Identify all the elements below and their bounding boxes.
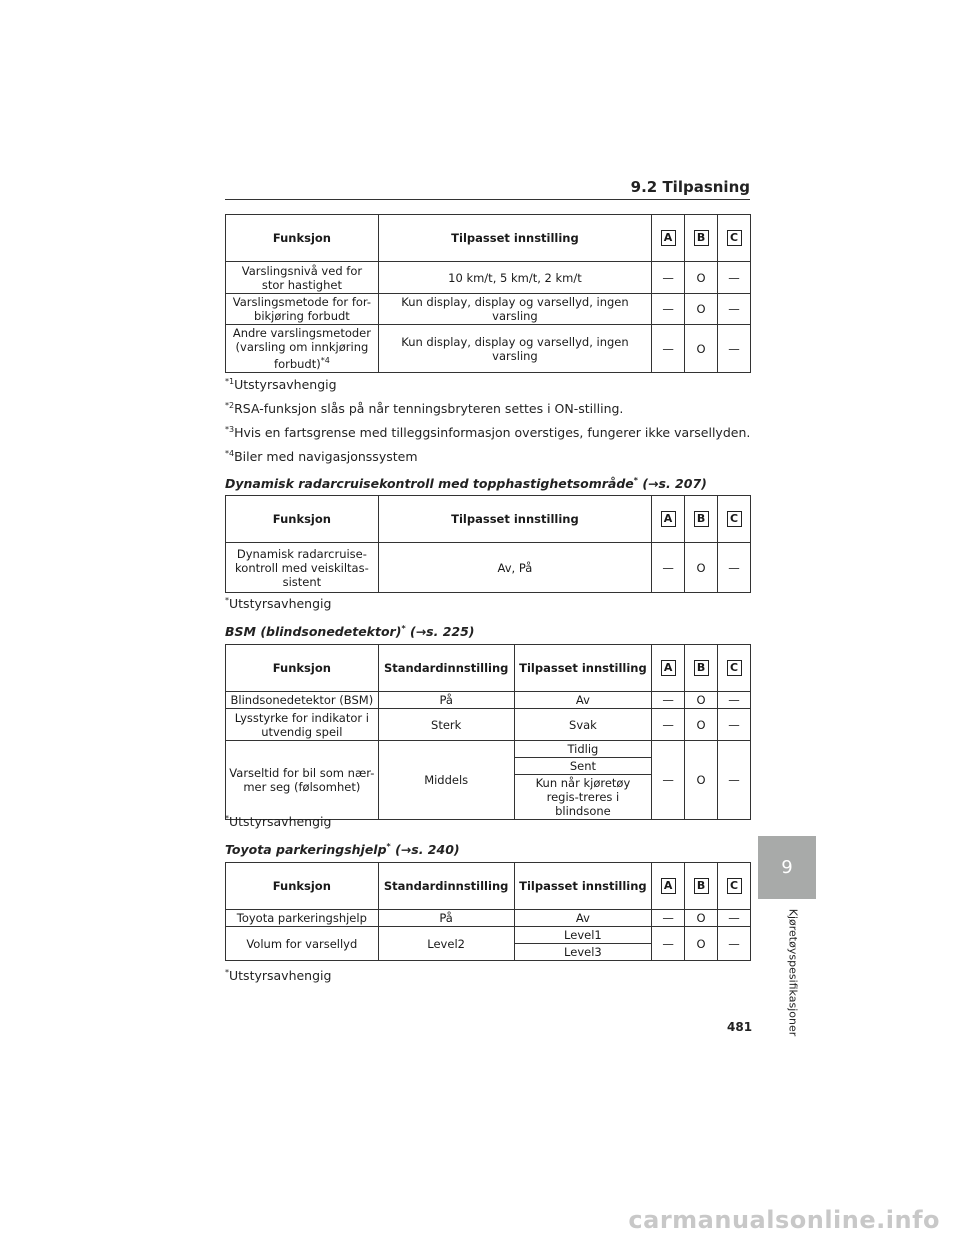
section-title-bsm: BSM (blindsonedetektor)* (→s. 225) — [225, 624, 475, 640]
cell-a: — — [652, 709, 685, 741]
table-row — [226, 709, 751, 741]
table-header-row — [226, 645, 751, 692]
table-row — [226, 692, 751, 709]
cell-tilpasset: 10 km/t, 5 km/t, 2 km/t — [378, 262, 651, 294]
page-reference-link[interactable]: (→s. 207) — [642, 476, 707, 492]
cell-a: — — [652, 910, 685, 927]
col-tilpasset: Tilpasset innstilling — [378, 215, 651, 262]
page-reference-link[interactable]: (→s. 240) — [395, 842, 460, 858]
cell-c: — — [718, 262, 751, 294]
table-radar-cruise — [225, 495, 751, 593]
cell-funksjon: Toyota parkeringshjelp — [226, 910, 379, 927]
cell-b: O — [685, 543, 718, 593]
watermark: carmanualsonline.info — [628, 1206, 940, 1234]
footnote: *Utstyrsavhengig — [225, 968, 332, 984]
table-bsm — [225, 644, 751, 820]
cell-c: — — [718, 910, 751, 927]
col-a: A — [652, 215, 685, 262]
cell-b: O — [685, 325, 718, 373]
cell-standard: På — [378, 692, 514, 709]
cell-c: — — [718, 692, 751, 709]
col-funksjon: Funksjon — [226, 496, 379, 543]
footnote: $^{*2}$RSA-funksjon slås på når tenningsbryteren settes i ON-stilling. — [225, 401, 624, 417]
col-b: B — [685, 645, 718, 692]
footnote: *Utstyrsavhengig — [225, 596, 332, 612]
col-c: C — [718, 496, 751, 543]
col-b: B — [685, 215, 718, 262]
cell-funksjon: Varslingsnivå ved for stor hastighet — [226, 262, 379, 294]
col-c: C — [718, 645, 751, 692]
col-funksjon: Funksjon — [226, 215, 379, 262]
table-row — [226, 325, 751, 373]
footnote: $^{*3}$Hvis en fartsgrense med tilleggsinformasjon overstiges, fungerer ikke varsellyden. — [225, 425, 751, 441]
col-funksjon: Funksjon — [226, 645, 379, 692]
cell-b: O — [685, 927, 718, 961]
cell-funksjon: Andre varslingsmetoder (varsling om innkjøring forbudt)$^{*4}$ — [226, 325, 379, 373]
col-c: C — [718, 863, 751, 910]
col-b: B — [685, 863, 718, 910]
col-a: A — [652, 863, 685, 910]
cell-funksjon: Dynamisk radarcruise-kontroll med veiskiltas-sistent — [226, 543, 379, 593]
cell-c: — — [718, 927, 751, 961]
cell-b: O — [685, 709, 718, 741]
table-parking — [225, 862, 751, 961]
cell-option: Tidlig — [514, 741, 652, 758]
page-number: 481 — [727, 1020, 753, 1034]
cell-b: O — [685, 692, 718, 709]
table-row — [226, 927, 751, 944]
cell-a: — — [652, 294, 685, 325]
cell-funksjon: Varseltid for bil som nær-mer seg (følsomhet) — [226, 741, 379, 820]
section-title-radar: Dynamisk radarcruisekontroll med topphastighetsområde* (→s. 207) — [225, 476, 707, 492]
cell-standard: Sterk — [378, 709, 514, 741]
cell-a: — — [652, 741, 685, 820]
col-a: A — [652, 496, 685, 543]
cell-tilpasset: Av — [514, 910, 652, 927]
col-tilpasset: Tilpasset innstilling — [514, 863, 652, 910]
cell-tilpasset: Kun display, display og varsellyd, ingen varsling — [378, 294, 651, 325]
table-header-row — [226, 496, 751, 543]
table-row — [226, 910, 751, 927]
table-header-row — [226, 215, 751, 262]
table-header-row — [226, 863, 751, 910]
col-funksjon: Funksjon — [226, 863, 379, 910]
col-tilpasset: Tilpasset innstilling — [378, 496, 651, 543]
footnote: $^{*1}$Utstyrsavhengig — [225, 377, 337, 393]
cell-option: Level1 — [514, 927, 652, 944]
cell-a: — — [652, 262, 685, 294]
cell-a: — — [652, 692, 685, 709]
col-b: B — [685, 496, 718, 543]
page-header-title: 9.2 Tilpasning — [630, 178, 750, 196]
table-speed-warning — [225, 214, 751, 373]
table-row — [226, 543, 751, 593]
cell-a: — — [652, 927, 685, 961]
cell-c: — — [718, 543, 751, 593]
cell-option: Level3 — [514, 944, 652, 961]
cell-b: O — [685, 741, 718, 820]
cell-tilpasset: Kun display, display og varsellyd, ingen varsling — [378, 325, 651, 373]
cell-standard: På — [378, 910, 514, 927]
cell-b: O — [685, 262, 718, 294]
cell-c: — — [718, 294, 751, 325]
col-a: A — [652, 645, 685, 692]
header-rule — [225, 199, 750, 200]
cell-c: — — [718, 741, 751, 820]
cell-tilpasset: Av — [514, 692, 652, 709]
page-reference-link[interactable]: (→s. 225) — [409, 624, 475, 640]
footnote: *Utstyrsavhengig — [225, 814, 332, 830]
chapter-side-label: Kjøretøyspesifikasjoner — [786, 908, 800, 1037]
cell-a: — — [652, 325, 685, 373]
cell-option: Sent — [514, 758, 652, 775]
cell-option: Kun når kjøretøy regis-treres i blindsone — [514, 775, 652, 820]
cell-tilpasset: Svak — [514, 709, 652, 741]
col-standard: Standardinnstilling — [378, 863, 514, 910]
col-c: C — [718, 215, 751, 262]
chapter-tab: 9 — [758, 836, 816, 899]
cell-funksjon: Blindsonedetektor (BSM) — [226, 692, 379, 709]
table-row — [226, 741, 751, 758]
cell-tilpasset: Av, På — [378, 543, 651, 593]
table-row — [226, 294, 751, 325]
cell-funksjon: Lysstyrke for indikator i utvendig speil — [226, 709, 379, 741]
cell-c: — — [718, 709, 751, 741]
cell-standard: Level2 — [378, 927, 514, 961]
section-title-parking: Toyota parkeringshjelp* (→s. 240) — [225, 842, 460, 858]
cell-a: — — [652, 543, 685, 593]
col-standard: Standardinnstilling — [378, 645, 514, 692]
footnote: $^{*4}$Biler med navigasjonssystem — [225, 449, 418, 465]
cell-b: O — [685, 294, 718, 325]
table-row — [226, 262, 751, 294]
cell-funksjon: Volum for varsellyd — [226, 927, 379, 961]
cell-standard: Middels — [378, 741, 514, 820]
col-tilpasset: Tilpasset innstilling — [514, 645, 652, 692]
cell-b: O — [685, 910, 718, 927]
cell-funksjon: Varslingsmetode for for-bikjøring forbudt — [226, 294, 379, 325]
cell-c: — — [718, 325, 751, 373]
